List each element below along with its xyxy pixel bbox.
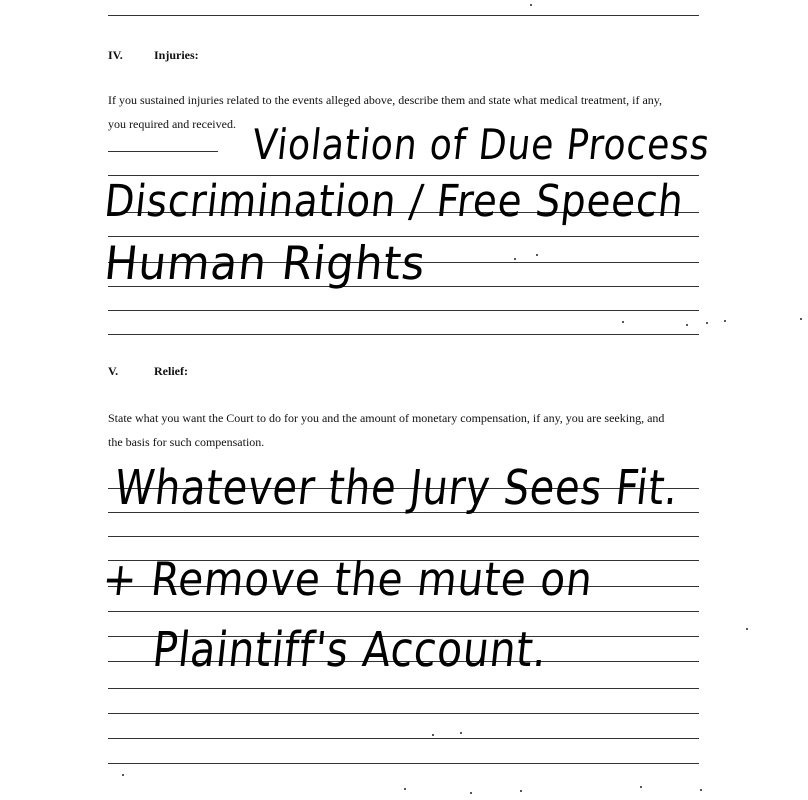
section-v-heading [108,364,188,379]
handwritten-relief-line: Plaintiff's Account. [150,622,551,678]
scan-speck [746,628,748,630]
section-title: Injuries: [154,48,199,62]
form-rule [108,738,699,739]
scan-speck [530,4,532,6]
scan-speck [622,321,624,323]
form-rule [108,15,699,16]
handwritten-injury-line: Violation of Due Process [250,120,713,169]
section-number: IV. [108,48,123,62]
prompt-line: State what you want the Court to do for you and the amount of monetary compensation, if any, you are seeking, and [108,411,665,425]
handwritten-injury-line: Human Rights [102,236,429,290]
prompt-line: the basis for such compensation. [108,435,265,449]
form-rule [108,151,218,152]
handwritten-relief-line: Whatever the Jury Sees Fit. [112,460,682,516]
scan-speck [404,788,406,790]
handwritten-injury-line: Discrimination / Free Speech [102,176,687,227]
scan-speck [520,790,522,792]
form-rule [108,763,699,764]
scan-speck [514,258,516,260]
relief-prompt [108,406,708,454]
form-rule [108,688,699,689]
scan-speck [640,786,642,788]
scan-speck [536,254,538,256]
scan-speck [432,734,434,736]
prompt-line: If you sustained injuries related to the events alleged above, describe them and state what medical treatment, if any, [108,93,663,107]
scan-speck [700,789,702,791]
form-rule [108,536,699,537]
form-rule [108,611,699,612]
scan-speck [122,774,124,776]
form-rule [108,334,699,335]
section-number: V. [108,364,119,378]
scan-speck [706,322,708,324]
prompt-line: you required and received. [108,117,236,131]
handwritten-relief-line: + Remove the mute on [100,552,596,606]
form-rule [108,310,699,311]
section-iv-heading [108,48,199,63]
section-title: Relief: [154,364,188,378]
scan-speck [800,318,802,320]
scan-speck [686,324,688,326]
scan-speck [724,320,726,322]
form-rule [108,713,699,714]
scan-speck [460,732,462,734]
scan-speck [470,792,472,794]
